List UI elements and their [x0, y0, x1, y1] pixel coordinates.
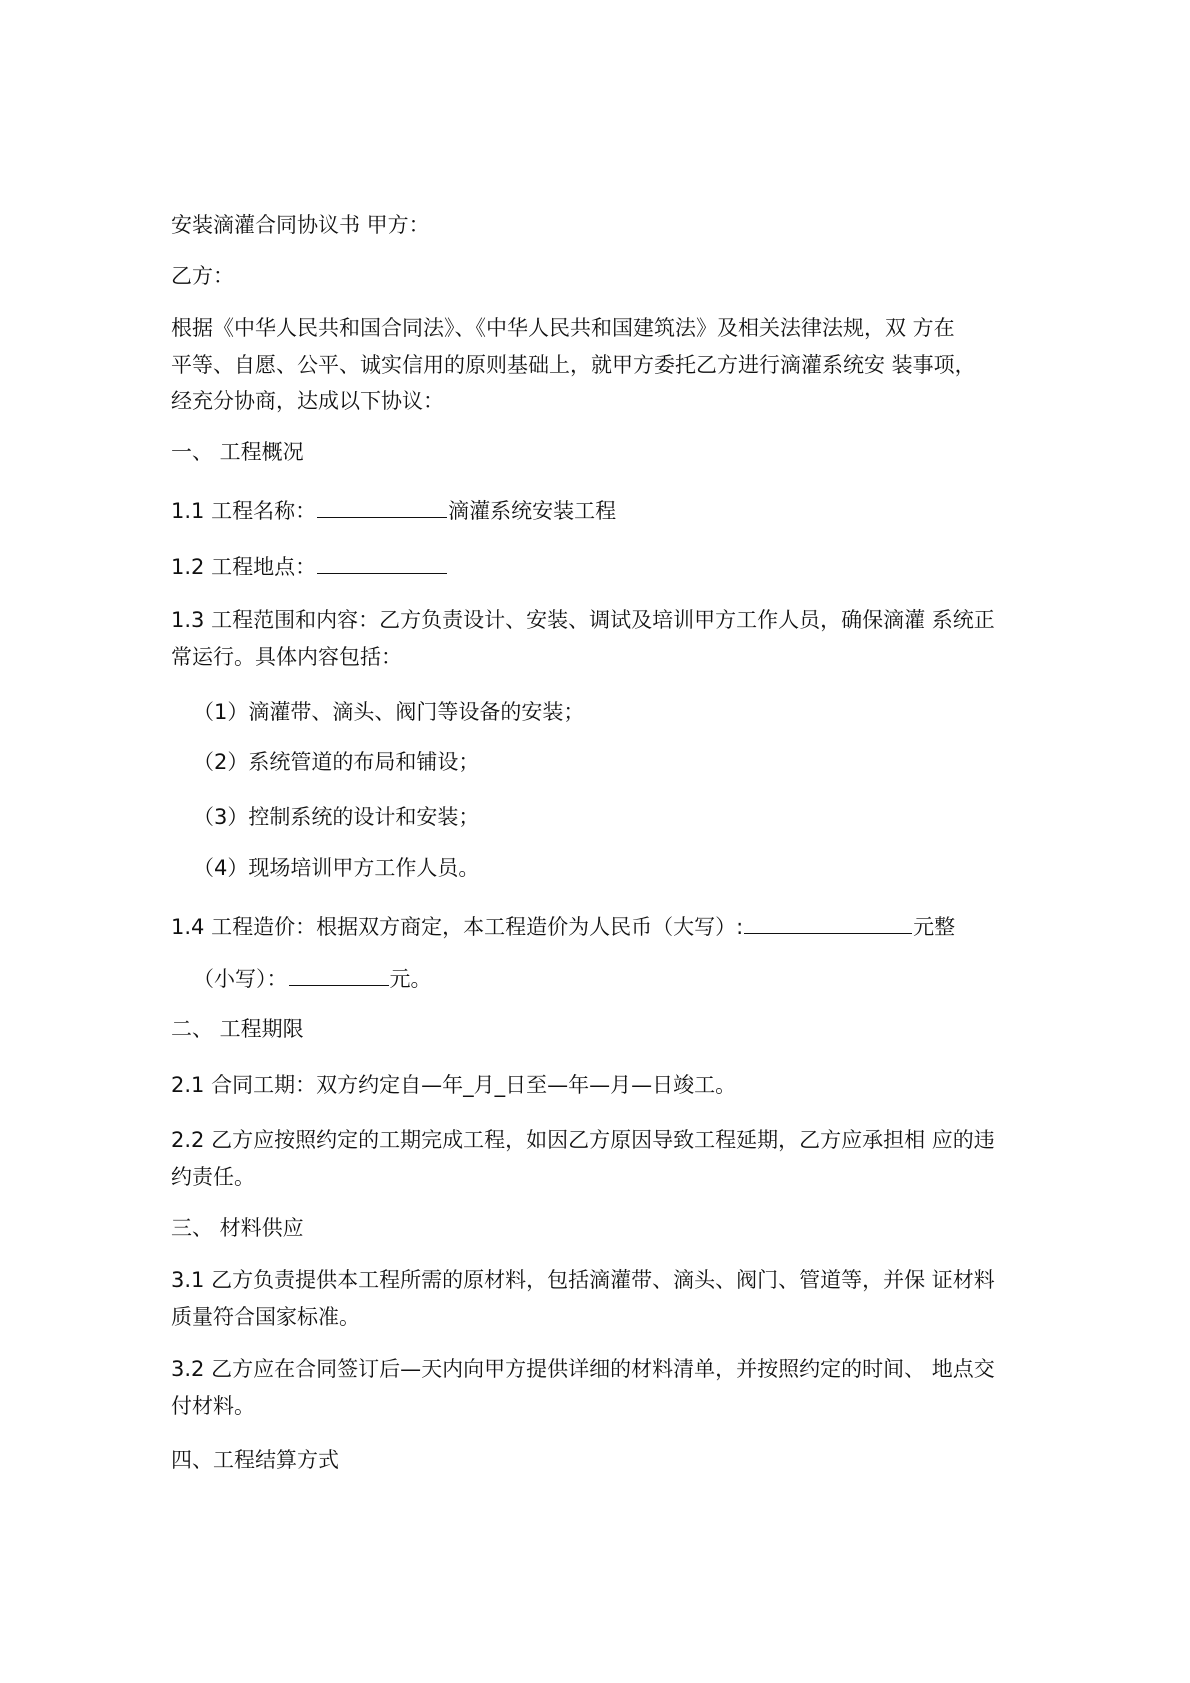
clause-2-2-line-2: 约责任。 [171, 1165, 255, 1189]
clause-3-1-line-2: 质量符合国家标准。 [171, 1305, 360, 1329]
document-title-line: 安装滴灌合同协议书 甲方： [171, 213, 430, 237]
clause-2-2-line-1: 2.2 乙方应按照约定的工期完成工程，如因乙方原因导致工程延期，乙方应承担相 应的违 [171, 1128, 995, 1152]
price-numeric-blank[interactable] [289, 967, 389, 986]
clause-1-4 [171, 915, 955, 938]
clause-1-4-small [193, 967, 432, 990]
scope-item-2: （2）系统管道的布局和铺设； [193, 750, 480, 774]
preamble-line-3: 经充分协商，达成以下协议： [171, 389, 444, 413]
clause-1-2 [171, 555, 448, 578]
clause-1-3-line-2: 常运行。具体内容包括： [171, 645, 402, 669]
clause-1-4-small-suffix: 元。 [389, 967, 432, 991]
clause-3-2-line-2: 付材料。 [171, 1394, 255, 1418]
clause-1-4-small-label: （小写）： [193, 967, 288, 991]
preamble-line-2: 平等、自愿、公平、诚实信用的原则基础上，就甲方委托乙方进行滴灌系统安 装事项， [171, 353, 976, 377]
clause-1-1 [171, 499, 616, 522]
section-heading-4: 四、工程结算方式 [171, 1448, 339, 1472]
clause-1-1-suffix: 滴灌系统安装工程 [448, 499, 617, 523]
clause-1-1-label: 1.1 工程名称： [171, 499, 317, 523]
project-location-blank[interactable] [317, 555, 447, 574]
scope-item-4: （4）现场培训甲方工作人员。 [193, 856, 480, 880]
clause-2-1: 2.1 合同工期：双方约定自—年_月_日至—年—月—日竣工。 [171, 1073, 737, 1097]
party-b-line: 乙方： [171, 264, 234, 288]
project-name-blank[interactable] [317, 499, 447, 518]
scope-item-1: （1）滴灌带、滴头、阀门等设备的安装； [193, 700, 585, 724]
clause-1-4-suffix: 元整 [913, 915, 956, 939]
section-heading-1: 一、 工程概况 [171, 440, 304, 464]
clause-1-3-line-1: 1.3 工程范围和内容：乙方负责设计、安装、调试及培训甲方工作人员，确保滴灌 系统正 [171, 608, 995, 632]
clause-3-1-line-1: 3.1 乙方负责提供本工程所需的原材料，包括滴灌带、滴头、阀门、管道等，并保 证材料 [171, 1268, 995, 1292]
section-heading-2: 二、 工程期限 [171, 1017, 304, 1041]
clause-1-4-label: 1.4 工程造价：根据双方商定，本工程造价为人民币（大写）: [171, 915, 744, 939]
section-heading-3: 三、 材料供应 [171, 1216, 304, 1240]
clause-3-2-line-1: 3.2 乙方应在合同签订后—天内向甲方提供详细的材料清单，并按照约定的时间、 地点交 [171, 1357, 995, 1381]
price-uppercase-blank[interactable] [744, 915, 912, 934]
scope-item-3: （3）控制系统的设计和安装； [193, 805, 480, 829]
clause-1-2-label: 1.2 工程地点： [171, 555, 317, 579]
preamble-line-1: 根据《中华人民共和国合同法》、《中华人民共和国建筑法》及相关法律法规，双 方在 [171, 316, 955, 340]
